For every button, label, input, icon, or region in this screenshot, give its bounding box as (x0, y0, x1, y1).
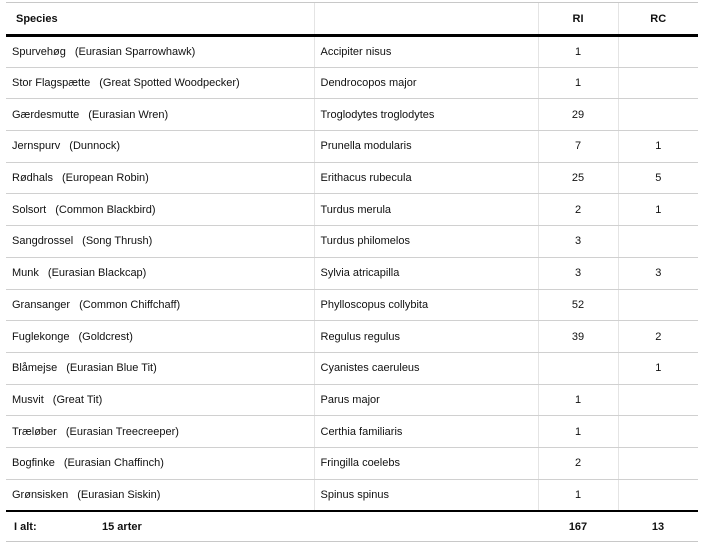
ri-value: 1 (538, 67, 618, 99)
rc-value (618, 416, 698, 448)
table-row (6, 131, 698, 163)
scientific-name: Turdus philomelos (314, 226, 538, 258)
ri-value: 29 (538, 99, 618, 131)
english-name: (Eurasian Treecreeper) (65, 425, 179, 438)
danish-name: Solsort (12, 203, 47, 216)
danish-name: Sangdrossel (12, 235, 74, 248)
table-row (6, 67, 698, 99)
scientific-name: Dendrocopos major (314, 67, 538, 99)
scientific-name: Regulus regulus (314, 321, 538, 353)
english-name: (Eurasian Chaffinch) (63, 457, 164, 470)
table-row (6, 416, 698, 448)
english-name: (Dunnock) (69, 140, 121, 153)
english-name: (Eurasian Wren) (88, 108, 169, 121)
english-name: (Goldcrest) (78, 330, 133, 343)
scientific-name: Sylvia atricapilla (314, 257, 538, 289)
header-ri: RI (538, 3, 618, 36)
common-name-cell (6, 36, 314, 68)
total-empty-cell (314, 511, 538, 542)
scientific-name: Phylloscopus collybita (314, 289, 538, 321)
english-name: (Common Chiffchaff) (79, 298, 181, 311)
common-name-cell (6, 67, 314, 99)
ri-value: 3 (538, 226, 618, 258)
english-name: (Common Blackbird) (55, 203, 156, 216)
table-row (6, 479, 698, 511)
rc-value (618, 479, 698, 511)
english-name: (Great Tit) (52, 393, 103, 406)
common-name-cell (6, 321, 314, 353)
ri-value: 1 (538, 416, 618, 448)
ri-value: 3 (538, 257, 618, 289)
rc-value: 1 (618, 194, 698, 226)
common-name-cell (6, 99, 314, 131)
danish-name: Rødhals (12, 172, 53, 185)
common-name-cell (6, 416, 314, 448)
english-name: (Song Thrush) (82, 235, 153, 248)
danish-name: Gransanger (12, 298, 71, 311)
common-name-cell (6, 384, 314, 416)
ri-value (538, 352, 618, 384)
table-row (6, 99, 698, 131)
table-row (6, 257, 698, 289)
table-row (6, 162, 698, 194)
danish-name: Spurvehøg (12, 45, 66, 58)
rc-value: 5 (618, 162, 698, 194)
english-name: (Eurasian Blackcap) (47, 267, 147, 280)
total-ri: 167 (538, 511, 618, 542)
table-row (6, 289, 698, 321)
common-name-cell (6, 194, 314, 226)
common-name-cell (6, 447, 314, 479)
table-row (6, 447, 698, 479)
common-name-cell (6, 289, 314, 321)
scientific-name: Certhia familiaris (314, 416, 538, 448)
scientific-name: Accipiter nisus (314, 36, 538, 68)
rc-value (618, 447, 698, 479)
header-species: Species (6, 3, 314, 36)
ri-value: 2 (538, 194, 618, 226)
species-table (6, 2, 698, 542)
rc-value (618, 289, 698, 321)
english-name: (Eurasian Blue Tit) (66, 362, 157, 375)
total-species-count: 15 arter (102, 520, 142, 533)
rc-value: 1 (618, 352, 698, 384)
danish-name: Bogfinke (12, 457, 55, 470)
table-row (6, 384, 698, 416)
common-name-cell (6, 162, 314, 194)
english-name: (Eurasian Sparrowhawk) (74, 45, 196, 58)
ri-value: 2 (538, 447, 618, 479)
header-scientific (314, 3, 538, 36)
english-name: (European Robin) (61, 172, 149, 185)
scientific-name: Turdus merula (314, 194, 538, 226)
rc-value (618, 36, 698, 68)
danish-name: Gærdesmutte (12, 108, 80, 121)
table-row (6, 194, 698, 226)
danish-name: Musvit (12, 393, 44, 406)
scientific-name: Troglodytes troglodytes (314, 99, 538, 131)
table-body (6, 36, 698, 511)
header-rc: RC (618, 3, 698, 36)
ri-value: 52 (538, 289, 618, 321)
english-name: (Great Spotted Woodpecker) (99, 77, 240, 90)
scientific-name: Erithacus rubecula (314, 162, 538, 194)
ri-value: 1 (538, 479, 618, 511)
danish-name: Stor Flagspætte (12, 77, 91, 90)
ri-value: 1 (538, 384, 618, 416)
scientific-name: Prunella modularis (314, 131, 538, 163)
table-row (6, 226, 698, 258)
danish-name: Grønsisken (12, 488, 69, 501)
rc-value (618, 384, 698, 416)
rc-value: 1 (618, 131, 698, 163)
scientific-name: Fringilla coelebs (314, 447, 538, 479)
danish-name: Blåmejse (12, 362, 58, 375)
table-row (6, 352, 698, 384)
common-name-cell (6, 352, 314, 384)
ri-value: 25 (538, 162, 618, 194)
english-name: (Eurasian Siskin) (77, 488, 161, 501)
danish-name: Fuglekonge (12, 330, 70, 343)
ri-value: 7 (538, 131, 618, 163)
danish-name: Munk (12, 267, 39, 280)
rc-value: 2 (618, 321, 698, 353)
danish-name: Træløber (12, 425, 57, 438)
rc-value (618, 226, 698, 258)
rc-value: 3 (618, 257, 698, 289)
total-label-cell (6, 511, 314, 542)
common-name-cell (6, 479, 314, 511)
rc-value (618, 99, 698, 131)
scientific-name: Spinus spinus (314, 479, 538, 511)
ri-value: 1 (538, 36, 618, 68)
common-name-cell (6, 257, 314, 289)
scientific-name: Cyanistes caeruleus (314, 352, 538, 384)
header-row (6, 3, 698, 36)
scientific-name: Parus major (314, 384, 538, 416)
table-row (6, 321, 698, 353)
total-rc: 13 (618, 511, 698, 542)
common-name-cell (6, 226, 314, 258)
common-name-cell (6, 131, 314, 163)
table-row (6, 36, 698, 68)
total-label: I alt: (14, 520, 37, 533)
total-row (6, 511, 698, 542)
rc-value (618, 67, 698, 99)
ri-value: 39 (538, 321, 618, 353)
danish-name: Jernspurv (12, 140, 61, 153)
